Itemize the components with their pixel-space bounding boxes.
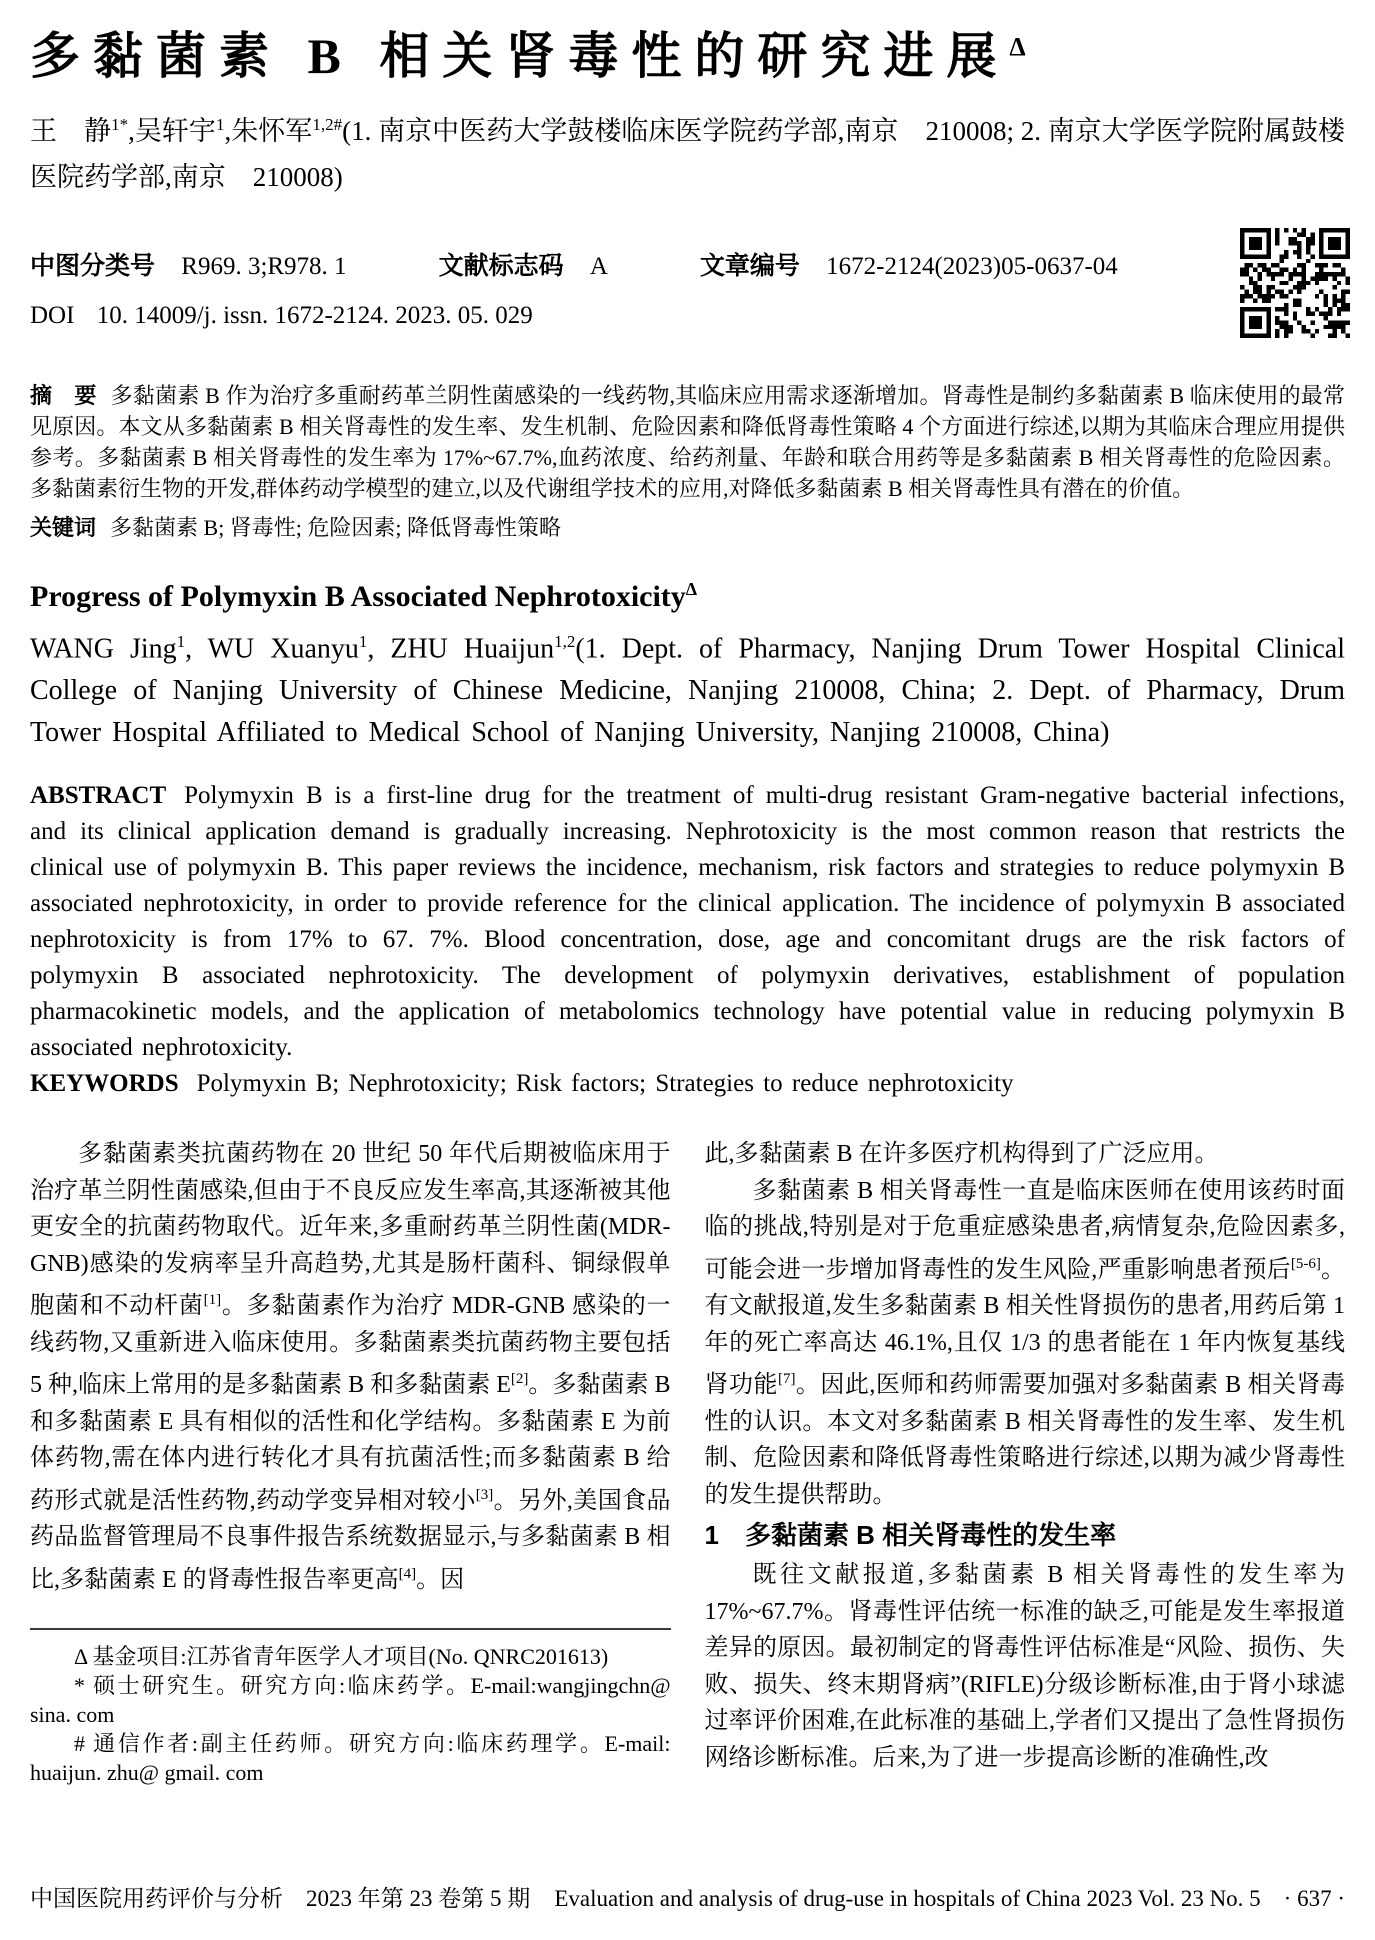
doc-mark-group: [439, 246, 608, 282]
footnote-block: [30, 1628, 671, 1787]
article-title-en: [30, 579, 1345, 615]
doi-label: DOI: [30, 302, 75, 329]
clc-label: 中图分类号: [30, 252, 156, 280]
footnote-corresponding-author: # 通信作者:副主任药师。研究方向:临床药理学。E-mail: huaijun. zhu@ gmail. com: [30, 1731, 671, 1786]
footer-journal-zh: 中国医院用药评价与分析 2023 年第 23 卷第 5 期: [30, 1886, 531, 1911]
abstract-en: [30, 778, 1345, 1066]
footnote-divider: [30, 1628, 671, 1630]
doc-mark-label: 文献标志码: [438, 252, 564, 280]
right-column: [705, 1136, 1346, 1787]
clc-value: R969. 3;R978. 1: [181, 253, 347, 280]
title-superscript: Δ: [1009, 32, 1026, 62]
qr-code: [1240, 228, 1350, 338]
doi-value: 10. 14009/j. issn. 1672-2124. 2023. 05. 029: [96, 302, 533, 329]
authors-en: WANG Jing$^1$, WU Xuanyu$^1$, ZHU Huaijun$^{1,2}$(1. Dept. of Pharmacy, Nanjing Drum Tower Hospital Clinical College of Nanjing University of Chinese Medicine, Nanjing 210008, China; 2. Dept. of Pharmacy, Drum Tower Hospital Affiliated to Medical School of Nanjing University, Nanjing 210008, China): [30, 632, 1345, 749]
left-column: [30, 1136, 671, 1787]
footer-journal-en-page: Evaluation and analysis of drug-use in hospitals of China 2023 Vol. 23 No. 5 · 637 ·: [554, 1886, 1345, 1911]
footnote-fund: Δ 基金项目:江苏省青年医学人才项目(No. QNRC201613): [74, 1644, 609, 1670]
article-title-zh-text: 多黏菌素 B 相关肾毒性的研究进展: [30, 28, 1010, 84]
body-paragraph: 多黏菌素类抗菌药物在 20 世纪 50 年代后期被临床用于治疗革兰阴性菌感染,但由于不良反应发生率高,其逐渐被其他更安全的抗菌药物取代。近年来,多重耐药革兰阴性菌(MDR-GNB)感染的发病率呈升高趋势,尤其是肠杆菌科、铜绿假单胞菌和不动杆菌[1]。多黏菌素作为治疗 MDR-GNB 感染的一线药物,又重新进入临床使用。多黏菌素类抗菌药物主要包括 5 种,临床上常用的是多黏菌素 B 和多黏菌素 E[2]。多黏菌素 B 和多黏菌素 E 具有相似的活性和化学结构。多黏菌素 E 为前体药物,需在体内进行转化才具有抗菌活性;而多黏菌素 B 给药形式就是活性药物,药动学变异相对较小[3]。另外,美国食品药品监督管理局不良事件报告系统数据显示,与多黏菌素 B 相比,多黏菌素 E 的肾毒性报告率更高[4]。因: [30, 1141, 671, 1593]
article-title-en-text: Progress of Polymyxin B Associated Nephrotoxicity: [30, 580, 686, 613]
abstract-zh-text: 多黏菌素 B 作为治疗多重耐药革兰阴性菌感染的一线药物,其临床应用需求逐渐增加。肾毒性是制约多黏菌素 B 临床使用的最常见原因。本文从多黏菌素 B 相关肾毒性的发生率、发生机制、危险因素和降低肾毒性策略 4 个方面进行综述,以期为其临床合理应用提供参考。多黏菌素 B 相关肾毒性的发生率为 17%~67.7%,血药浓度、给药剂量、年龄和联合用药等是多黏菌素 B 相关肾毒性的危险因素。多黏菌素衍生物的开发,群体药动学模型的建立,以及代谢组学技术的应用,对降低多黏菌素 B 相关肾毒性具有潜在的价值。: [30, 383, 1345, 501]
page-footer: [30, 1880, 1345, 1913]
abstract-zh: [30, 380, 1345, 504]
abstract-en-text: Polymyxin B is a first-line drug for the treatment of multi-drug resistant Gram-negative bacterial infections, and its clinical application demand is gradually increasing. Nephrotoxicity is the most common reason that restricts the clinical use of polymyxin B. This paper reviews the incidence, mechanism, risk factors and strategies to reduce polymyxin B associated nephrotoxicity, in order to provide reference for the clinical application. The incidence of polymyxin B associated nephrotoxicity is from 17% to 67. 7%. Blood concentration, dose, age and concomitant drugs are the risk factors of polymyxin B associated nephrotoxicity. The development of polymyxin derivatives, establishment of population pharmacokinetic models, and the application of metabolomics technology have potential value in reducing polymyxin B associated nephrotoxicity.: [30, 782, 1345, 1062]
body-paragraph: 此,多黏菌素 B 在许多医疗机构得到了广泛应用。: [704, 1141, 1219, 1168]
article-id-group: [700, 246, 1118, 282]
footnote-first-author: * 硕士研究生。研究方向:临床药学。E-mail:wangjingchn@ sina. com: [30, 1673, 671, 1728]
keywords-zh: [30, 512, 1345, 543]
body-paragraph: 既往文献报道,多黏菌素 B 相关肾毒性的发生率为 17%~67.7%。肾毒性评估统一标准的缺乏,可能是发生率报道差异的原因。最初制定的肾毒性评估标准是“风险、损伤、失败、损失、终末期肾病”(RIFLE)分级诊断标准,由于肾小球滤过率评价困难,在此标准的基础上,学者们又提出了急性肾损伤网络诊断标准。后来,为了进一步提高诊断的准确性,改: [704, 1562, 1345, 1771]
doc-mark-value: A: [589, 253, 608, 280]
qr-code-image: [1240, 228, 1350, 338]
article-id-value: 1672-2124(2023)05-0637-04: [826, 253, 1118, 280]
keywords-zh-label: 关键词: [30, 515, 97, 540]
body-columns: [30, 1136, 1345, 1787]
abstract-zh-label: 摘 要: [30, 383, 97, 408]
section-heading-1: 1 多黏菌素 B 相关肾毒性的发生率: [704, 1520, 1117, 1551]
keywords-en-text: Polymyxin B; Nephrotoxicity; Risk factors; Strategies to reduce nephrotoxicity: [196, 1070, 1014, 1098]
keywords-en: [30, 1066, 1345, 1102]
keywords-zh-text: 多黏菌素 B; 肾毒性; 危险因素; 降低肾毒性策略: [110, 515, 562, 540]
article-title-zh: [30, 26, 1345, 86]
keywords-en-label: KEYWORDS: [30, 1070, 179, 1098]
article-id-label: 文章编号: [699, 252, 800, 280]
title-en-superscript: Δ: [685, 579, 698, 599]
authors-zh: 王 静$^{1*}$,吴轩宇$^1$,朱怀军$^{1,2\#}$(1. 南京中医药大学鼓楼临床医学院药学部,南京 210008; 2. 南京大学医学院附属鼓楼医院药学部,南京 210008): [30, 115, 1346, 192]
meta-row: [30, 246, 1345, 282]
doi-row: [30, 302, 1345, 330]
body-paragraph: 多黏菌素 B 相关肾毒性一直是临床医师在使用该药时面临的挑战,特别是对于危重症感染患者,病情复杂,危险因素多,可能会进一步增加肾毒性的发生风险,严重影响患者预后[5-6]。有文献报道,发生多黏菌素 B 相关性肾损伤的患者,用药后第 1 年的死亡率高达 46.1%,且仅 1/3 的患者能在 1 年内恢复基线肾功能[7]。因此,医师和药师需要加强对多黏菌素 B 相关肾毒性的认识。本文对多黏菌素 B 相关肾毒性的发生率、发生机制、危险因素和降低肾毒性策略进行综述,以期为减少肾毒性的发生提供帮助。: [704, 1177, 1346, 1508]
abstract-en-label: ABSTRACT: [30, 782, 167, 810]
clc-group: [30, 246, 347, 282]
